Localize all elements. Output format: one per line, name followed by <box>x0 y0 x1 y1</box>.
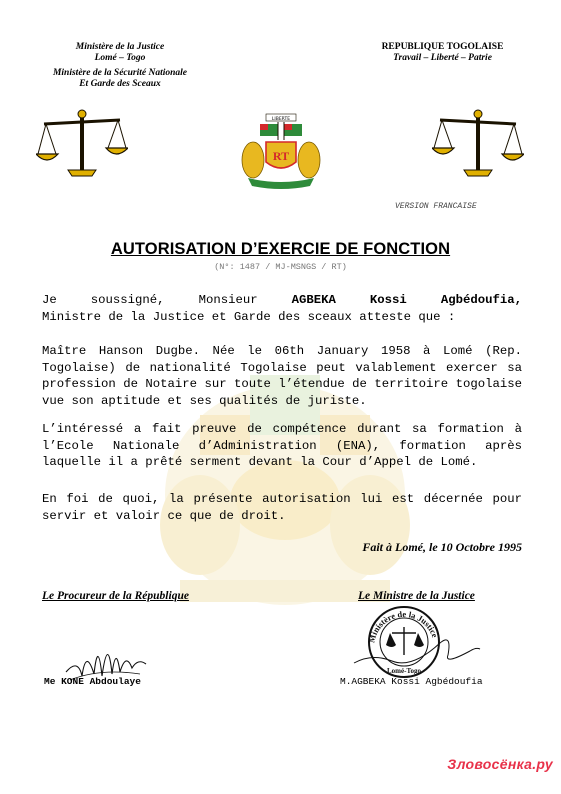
stamp-text: Ministère de la Justice <box>366 608 441 644</box>
republic-name: REPUBLIQUE TOGOLAISE <box>381 42 504 52</box>
emblem-banner-text: LIBERTE <box>271 117 291 122</box>
place-and-date: Fait à Lomé, le 10 Octobre 1995 <box>362 540 522 554</box>
ministry-security-line: Ministère de la Sécurité Nationale <box>52 68 188 78</box>
paragraph-intro <box>42 292 522 309</box>
ministry-city-line: Lomé – Togo <box>94 53 146 63</box>
republic-header-right <box>355 42 530 64</box>
paragraph-competence: L’intéressé a fait preuve de compétence durant sa formation à l’Ecole Nationale d’Administration (ENA), formation après laquelle il a prêté serment devant la Cour d’Appel de Lomé. <box>42 422 522 469</box>
paragraph-authorization: Maître Hanson Dugbe. Née le 06th January 1958 à Lomé (Rep. Togolaise) de nationalité Togolaise peut valablement exercer sa profession de Notaire sur toute l’étendue de territoire togolaise vue son aptitude et ses qualités de juriste. <box>42 344 522 408</box>
paragraph-conclusion: En foi de quoi, la présente autorisation lui est décernée pour servir et valoir ce que de droit. <box>42 492 522 523</box>
ministry-seals-line: Et Garde des Sceaux <box>79 79 161 89</box>
minister-name: AGBEKA Kossi Agbédoufia, <box>291 293 522 307</box>
emblem-rt-text: RT <box>272 149 290 163</box>
prosecutor-title: Le Procureur de la République <box>42 590 189 602</box>
document-title: AUTORISATION D’EXERCIE DE FONCTION <box>110 240 451 258</box>
intro-prefix: Je soussigné, Monsieur <box>42 293 292 307</box>
site-watermark: Зловосёнка.ру <box>447 756 553 772</box>
minister-name-signature: M.AGBEKA Kossi Agbédoufia <box>340 676 483 687</box>
scales-of-justice-right-icon <box>432 108 524 180</box>
document-reference: (N°: 1487 / MJ-MSNGS / RT) <box>214 262 347 272</box>
minister-title: Le Ministre de la Justice <box>358 590 475 602</box>
prosecutor-name: Me KONE Abdoulaye <box>44 676 141 687</box>
republic-motto: Travail – Liberté – Patrie <box>393 53 492 63</box>
ministry-justice-line: Ministère de la Justice <box>75 42 165 52</box>
togo-coat-of-arms-icon <box>238 112 324 190</box>
ministry-header-left <box>30 42 210 90</box>
scales-of-justice-left-icon <box>36 108 128 180</box>
stamp-city: Lomé-Togo <box>387 667 421 675</box>
paragraph-intro-rest: Ministre de la Justice et Garde des sceaux atteste que : <box>42 310 456 324</box>
svg-text:Ministère de la Justice <box>366 609 440 644</box>
version-label: VERSION FRANCAISE <box>395 202 477 211</box>
ministry-stamp <box>352 603 482 681</box>
